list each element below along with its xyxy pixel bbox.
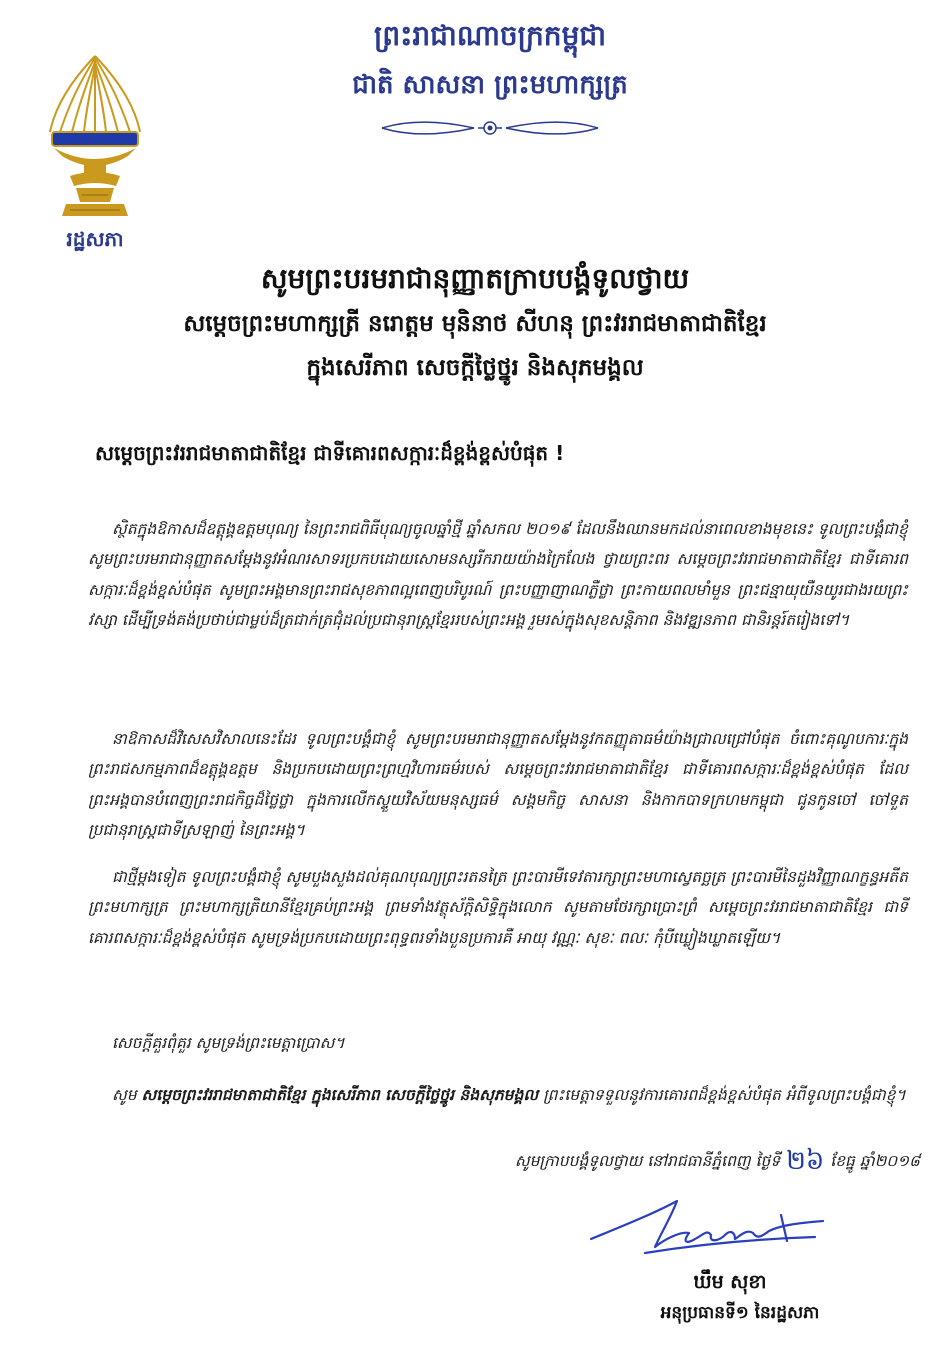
- closing-prefix: សូម: [112, 1085, 137, 1104]
- closing-addressee: សម្តេចព្រះវររាជមាតាជាតិខ្មែរ ក្នុងសេរីភាព សេចក្តីថ្លៃថ្នូរ និងសុភមង្គល: [141, 1084, 539, 1104]
- signer-title: អនុប្រធានទី១ នៃរដ្ឋសភា: [660, 1303, 820, 1323]
- salutation: សម្តេចព្រះវររាជមាតាជាតិខ្មែរ ជាទីគោរពសក្ការៈដ៏ខ្ពង់ខ្ពស់បំផុត !: [95, 441, 565, 465]
- body-paragraph-5: [88, 1080, 908, 1111]
- emblem-caption: រដ្ឋសភា: [66, 227, 124, 251]
- national-motto: ជាតិ សាសនា ព្រះមហាក្សត្រ: [352, 70, 628, 100]
- dateline-day: ២៦: [786, 1146, 825, 1176]
- dateline: [330, 1144, 920, 1182]
- letter-title: [60, 256, 890, 390]
- dateline-suffix: ខែធ្នូ ឆ្នាំ២០១៨: [830, 1152, 920, 1170]
- title-line-2: សម្តេចព្រះមហាក្សត្រី នរោត្តម មុនិនាថ សីហនុ ព្រះវររាជមាតាជាតិខ្មែរ: [183, 311, 767, 337]
- senate-emblem-icon: [40, 52, 150, 222]
- body-paragraph-2: នាឱកាសដ៏វិសេសវិសាលនេះដែរ ទូលព្រះបង្គំជាខ្ញុំ សូមព្រះបរមរាជានុញ្ញាតសម្តែងនូវកតញ្ញុតាធម៌យ៉ាងជ្រាលជ្រៅបំផុត ចំពោះគុណូបការៈក្នុងព្រះរាជសកម្មភាពដ៏ឧត្តុង្គឧត្តម និងប្រកបដោយព្រះព្រហ្មវិហារធម៌របស់ សម្តេចព្រះវររាជមាតាជាតិខ្មែរ ជាទីគោរពសក្ការៈដ៏ខ្ពង់ខ្ពស់បំផុត ដែលព្រះអង្គបានបំពេញព្រះរាជកិច្ចដ៏ថ្លៃថ្លា ក្នុងការលើកស្ទួយវិស័យមនុស្សធម៌ សង្គមកិច្ច សាសនា និងកាកបាទក្រហមកម្ពុជា ជូនកូនចៅ ចៅទួត ប្រជានុរាស្ត្រជាទីស្រឡាញ់ នៃព្រះអង្គ។: [88, 729, 908, 839]
- kingdom-name: ព្រះរាជាណាចក្រកម្ពុជា: [373, 19, 606, 52]
- body-paragraph-1: ស្ថិតក្នុងឱកាសដ៏ឧត្តុង្គឧត្តមបុណ្យ នៃព្រះរាជពិធីបុណ្យចូលឆ្នាំថ្មី ឆ្នាំសកល ២០១៩ ដែលនឹងឈានមកដល់នាពេលខាងមុខនេះ ទូលព្រះបង្គំជាខ្ញុំ សូមព្រះបរមរាជានុញ្ញាតសម្តែងនូវអំណរសាទរប្រកបដោយសោមនស្សរីករាយយ៉ាងក្រៃលែង ថ្វាយព្រះពរ សម្តេចព្រះវររាជមាតាជាតិខ្មែរ ជាទីគោរពសក្ការៈដ៏ខ្ពង់ខ្ពស់បំផុត សូមព្រះអង្គមានព្រះរាជសុខភាពល្អពេញបរិបូរណ៍ ព្រះបញ្ញាញាណភ្លឺថ្លា ព្រះកាយពលមាំមួន ព្រះជន្មាយុយឺនយូរជាងរយព្រះវស្សា ដើម្បីទ្រង់គង់ប្រថាប់ជាម្លប់ដ៏ត្រជាក់ត្រជុំដល់ប្រជានុរាស្ត្រខ្មែររបស់ព្រះអង្គ រួមរស់ក្នុងសុខសន្តិភាព និងវឌ្ឍនភាព ជានិរន្តរ៍តរៀងទៅ។: [88, 519, 908, 629]
- body-paragraph-3: ជាថ្មីម្តងទៀត ទូលព្រះបង្គំជាខ្ញុំ សូមបួងសួងដល់គុណបុណ្យព្រះរតនត្រៃ ព្រះបារមីទេវតារក្សាព្រះមហាស្វេតច្ឆត្រ ព្រះបារមីនៃដួងវិញ្ញាណក្ខន្ធអតីតព្រះមហាក្សត្រ ព្រះមហាក្សត្រិយានីខ្មែរគ្រប់ព្រះអង្គ ព្រមទាំងវត្ថុស័ក្តិសិទ្ធិក្នុងលោក សូមតាមថែរក្សាប្រោះព្រំ សម្តេចព្រះវររាជមាតាជាតិខ្មែរ ជាទីគោរពសក្ការៈដ៏ខ្ពង់ខ្ពស់បំផុត សូមទ្រង់ប្រកបដោយព្រះពុទ្ធពរទាំងបួនប្រការគឺ អាយុ វណ្ណៈ សុខៈ ពលៈ កុំបីឃ្លៀងឃ្លាតឡើយ។: [88, 867, 908, 947]
- dateline-prefix: សូមក្រាបបង្គំទូលថ្វាយ នៅរាជធានីភ្នំពេញ ថ្ងៃទី: [514, 1152, 781, 1170]
- body-paragraph-4: សេចក្តីគួរពុំគួរ សូមទ្រង់ព្រះមេត្តាប្រោស។: [112, 1033, 345, 1052]
- title-line-1: សូមព្រះបរមរាជានុញ្ញាតក្រាបបង្គំទូលថ្វាយ: [260, 262, 690, 295]
- closing-suffix: ព្រះមេត្តាទទួលនូវការគោរពដ៏ខ្ពង់ខ្ពស់បំផុត អំពីទូលព្រះបង្គំជាខ្ញុំ។: [543, 1085, 906, 1104]
- divider-ornament-icon: [378, 118, 602, 138]
- title-line-3: ក្នុងសេរីភាព សេចក្តីថ្លៃថ្នូរ និងសុភមង្គល: [306, 355, 644, 381]
- signer-name: ឃឹម សុខា: [693, 1271, 767, 1293]
- signature-icon: [585, 1195, 845, 1265]
